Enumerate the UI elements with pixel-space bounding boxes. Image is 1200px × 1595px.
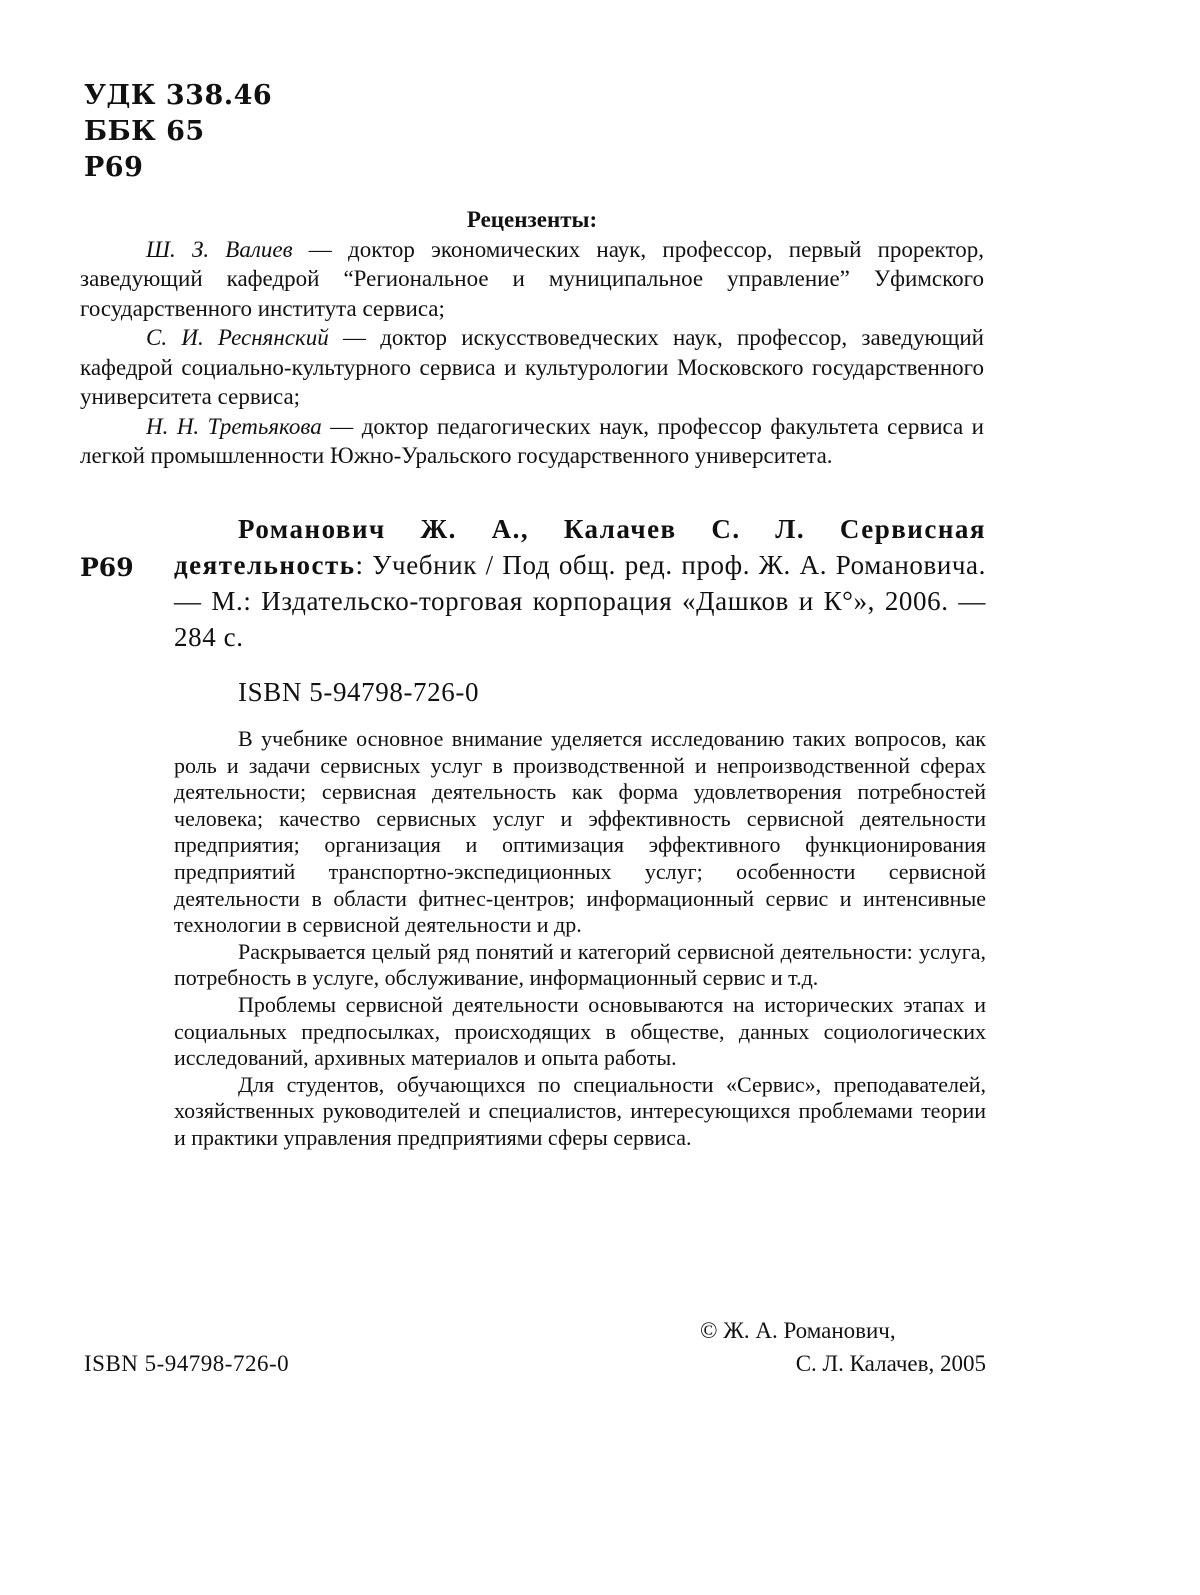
book-title-authors: Романович Ж. А., Калачев С. Л. Сервисная деятельность bbox=[174, 514, 986, 580]
bibliographic-description bbox=[174, 511, 986, 655]
bbk-code: ББК 65 bbox=[84, 116, 205, 147]
copyright-line: © Ж. А. Романович, bbox=[700, 1318, 896, 1343]
reviewers-heading: Рецензенты: bbox=[466, 207, 598, 232]
reviewer-name: С. И. Реснянский bbox=[146, 325, 329, 350]
reviewer-entry bbox=[80, 412, 984, 471]
isbn-main: ISBN 5-94798-726-0 bbox=[238, 677, 480, 707]
reviewer-entry bbox=[80, 235, 984, 324]
reviewer-description: — доктор педагогических наук, профессор факультета сервиса и легкой промышленности Южно-Уральского государственного университета. bbox=[80, 413, 984, 468]
reviewer-name: Ш. З. Валиев bbox=[146, 236, 293, 262]
classification-codes bbox=[84, 78, 272, 186]
reviewer-description: — доктор экономических наук, профессор, первый проректор, заведующий кафедрой “Региональное и муниципальное управление” Уфимского государственного института сервиса; bbox=[80, 236, 984, 321]
reviewers-section bbox=[80, 205, 984, 471]
udk-code: УДК 338.46 bbox=[84, 80, 273, 111]
annotation bbox=[174, 726, 986, 1152]
catalog-code: Р69 bbox=[80, 553, 134, 582]
annotation-paragraph: Раскрывается целый ряд понятий и категорий сервисной деятельности: услуга, потребность в услуге, обслуживание, информационный сервис и т.д. bbox=[174, 938, 986, 991]
annotation-paragraph: В учебнике основное внимание уделяется исследованию таких вопросов, как роль и задачи сервисных услуг в производственной и непроизводственной сферах деятельности; сервисная деятельность как форма удовлетворения потребностей человека; качество сервисных услуг и эффективность сервисной деятельности предприятия; организация и оптимизация эффективного функционирования предприятий транспортно-экспедиционных услуг; особенности сервисной деятельности в области фитнес-центров; информационный сервис и интенсивные технологии в сервисной деятельности и др. bbox=[174, 726, 986, 938]
reviewer-entry bbox=[80, 323, 984, 412]
annotation-paragraph: Проблемы сервисной деятельности основываются на исторических этапах и социальных предпосылках, происходящих в обществе, данных социологических исследований, архивных материалов и опыта работы. bbox=[174, 991, 986, 1071]
annotation-paragraph: Для студентов, обучающихся по специальности «Сервис», преподавателей, хозяйственных руководителей и специалистов, интересующихся проблемами теории и практики управления предприятиями сферы сервиса. bbox=[174, 1071, 986, 1150]
isbn-footer: ISBN 5-94798-726-0 bbox=[84, 1351, 290, 1376]
copyright-notice bbox=[700, 1314, 986, 1380]
author-mark: Р69 bbox=[84, 152, 144, 183]
copyright-line: С. Л. Калачев, 2005 bbox=[795, 1351, 986, 1376]
reviewer-name: Н. Н. Третьякова bbox=[146, 413, 322, 439]
bibliographic-record bbox=[174, 511, 986, 655]
book-publication-details: : Учебник / Под общ. ред. проф. Ж. А. Романовича. — М.: Издательско-торговая корпорация «Дашков и К°», 2006. — 284 с. bbox=[174, 550, 986, 652]
reviewer-description: — доктор искусствоведческих наук, профессор, заведующий кафедрой социально-культурного сервиса и культурологии Московского государственного университета сервиса; bbox=[80, 325, 984, 409]
